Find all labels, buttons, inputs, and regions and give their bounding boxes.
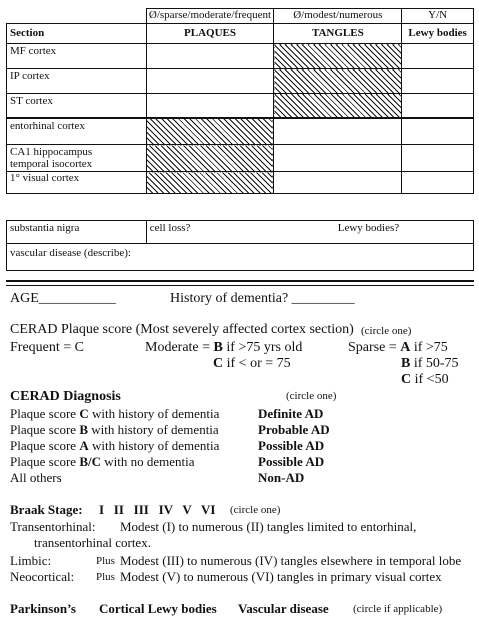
- cortical-lewy-option[interactable]: Cortical Lewy bodies: [99, 601, 217, 616]
- sparse-score-1: Sparse = A if >75: [348, 340, 448, 355]
- cerad-plaque-heading: CERAD Plaque score (Most severely affected cortex section): [10, 322, 354, 337]
- plaques-cell-hatched: [146, 145, 274, 172]
- section-header: Section: [7, 24, 147, 44]
- pathology-grid: [6, 8, 474, 194]
- plaques-cell[interactable]: [146, 69, 274, 94]
- diagnosis-criterion: Plaque score B/C with no dementia: [10, 454, 195, 469]
- divider: [6, 280, 474, 282]
- diagnosis-criterion: Plaque score A with history of dementia: [10, 438, 220, 453]
- neocortical-plus: Plus: [96, 571, 115, 583]
- cerad-plaque-circle-one: (circle one): [361, 325, 412, 337]
- tangles-cell[interactable]: [274, 172, 402, 194]
- lewy-cell[interactable]: [402, 94, 474, 118]
- moderate-score-2: C if < or = 75: [213, 356, 291, 371]
- lewy-cell[interactable]: [402, 145, 474, 172]
- nigra-vascular-box: [6, 220, 474, 271]
- transentorhinal-label: Transentorhinal:: [10, 519, 96, 534]
- limbic-desc: Modest (III) to numerous (IV) tangles elsewhere in temporal lobe: [120, 553, 462, 568]
- tangles-cell[interactable]: [274, 145, 402, 172]
- limbic-label: Limbic:: [10, 553, 52, 568]
- row-mf-cortex: MF cortex: [10, 45, 57, 57]
- lewy-cell[interactable]: [402, 69, 474, 94]
- tangles-cell[interactable]: [274, 118, 402, 145]
- sparse-score-3: C if <50: [401, 372, 449, 387]
- plaques-scale: Ø/sparse/moderate/frequent: [146, 9, 274, 24]
- limbic-plus: Plus: [96, 555, 115, 567]
- lewy-scale: Y/N: [402, 9, 474, 24]
- transentorhinal-desc-2: transentorhinal cortex.: [34, 535, 151, 550]
- diagnosis-criterion: All others: [10, 470, 62, 485]
- plaques-header: PLAQUES: [146, 24, 274, 44]
- substantia-nigra-label: substantia nigra: [10, 222, 80, 234]
- diagnosis-criterion: Plaque score B with history of dementia: [10, 422, 219, 437]
- braak-heading: Braak Stage:: [10, 502, 83, 517]
- tangles-header: TANGLES: [274, 24, 402, 44]
- tangles-cell-hatched: [274, 94, 402, 118]
- age-field[interactable]: AGE___________: [10, 291, 116, 306]
- plaques-cell-hatched: [146, 118, 274, 145]
- row-ca1-hippocampus: CA1 hippocampus: [10, 146, 93, 158]
- row-st-cortex: ST cortex: [10, 95, 53, 107]
- sparse-score-2: B if 50-75: [401, 356, 459, 371]
- tangles-cell-hatched: [274, 44, 402, 69]
- diagnosis-definite-ad[interactable]: Definite AD: [258, 406, 324, 421]
- lewy-cell[interactable]: [402, 172, 474, 194]
- row-entorhinal: entorhinal cortex: [10, 119, 85, 132]
- lewy-bodies-label: Lewy bodies?: [337, 222, 400, 234]
- neocortical-desc: Modest (V) to numerous (VI) tangles in primary visual cortex: [120, 569, 442, 584]
- plaques-cell-hatched: [146, 172, 274, 194]
- row-visual-cortex: 1° visual cortex: [10, 172, 80, 184]
- lewy-cell[interactable]: [402, 44, 474, 69]
- plaques-cell[interactable]: [146, 44, 274, 69]
- lewy-cell[interactable]: [402, 118, 474, 145]
- diagnosis-non-ad[interactable]: Non-AD: [258, 470, 305, 485]
- plaques-cell[interactable]: [146, 94, 274, 118]
- parkinsons-option[interactable]: Parkinson’s: [10, 601, 76, 616]
- braak-circle-one: (circle one): [230, 504, 281, 516]
- tangles-scale: Ø/modest/numerous: [274, 9, 402, 24]
- row-ip-cortex: IP cortex: [10, 70, 50, 82]
- vascular-field[interactable]: [7, 244, 474, 271]
- table-row: [7, 118, 474, 145]
- diagnosis-probable-ad[interactable]: Probable AD: [258, 422, 330, 437]
- moderate-score-1: Moderate = B if >75 yrs old: [145, 340, 303, 355]
- cerad-diagnosis-circle-one: (circle one): [286, 390, 337, 402]
- braak-stages[interactable]: I II III IV V VI: [99, 502, 216, 517]
- vascular-disease-label: vascular disease (describe):: [10, 247, 131, 259]
- row-temporal-isocortex: temporal isocortex: [10, 158, 93, 170]
- lewy-header: Lewy bodies: [402, 24, 474, 44]
- diagnosis-criterion: Plaque score C with history of dementia: [10, 406, 220, 421]
- dementia-history-field[interactable]: History of dementia? _________: [170, 291, 355, 306]
- table-row: [7, 172, 474, 194]
- divider: [6, 285, 474, 286]
- cell-loss-label: cell loss?: [149, 222, 191, 234]
- cerad-diagnosis-heading: CERAD Diagnosis: [10, 389, 121, 404]
- table-row: [7, 145, 474, 172]
- diagnosis-possible-ad[interactable]: Possible AD: [258, 438, 325, 453]
- table-row: [7, 94, 474, 118]
- table-row: [7, 69, 474, 94]
- circle-if-applicable: (circle if applicable): [353, 603, 443, 615]
- transentorhinal-desc: Modest (I) to numerous (II) tangles limited to entorhinal,: [120, 519, 417, 534]
- frequent-score: Frequent = C: [10, 340, 84, 355]
- diagnosis-possible-ad-2[interactable]: Possible AD: [258, 454, 325, 469]
- vascular-option[interactable]: Vascular disease: [238, 601, 329, 616]
- nigra-field[interactable]: [146, 221, 473, 244]
- neocortical-label: Neocortical:: [10, 569, 75, 584]
- tangles-cell-hatched: [274, 69, 402, 94]
- table-row: [7, 44, 474, 69]
